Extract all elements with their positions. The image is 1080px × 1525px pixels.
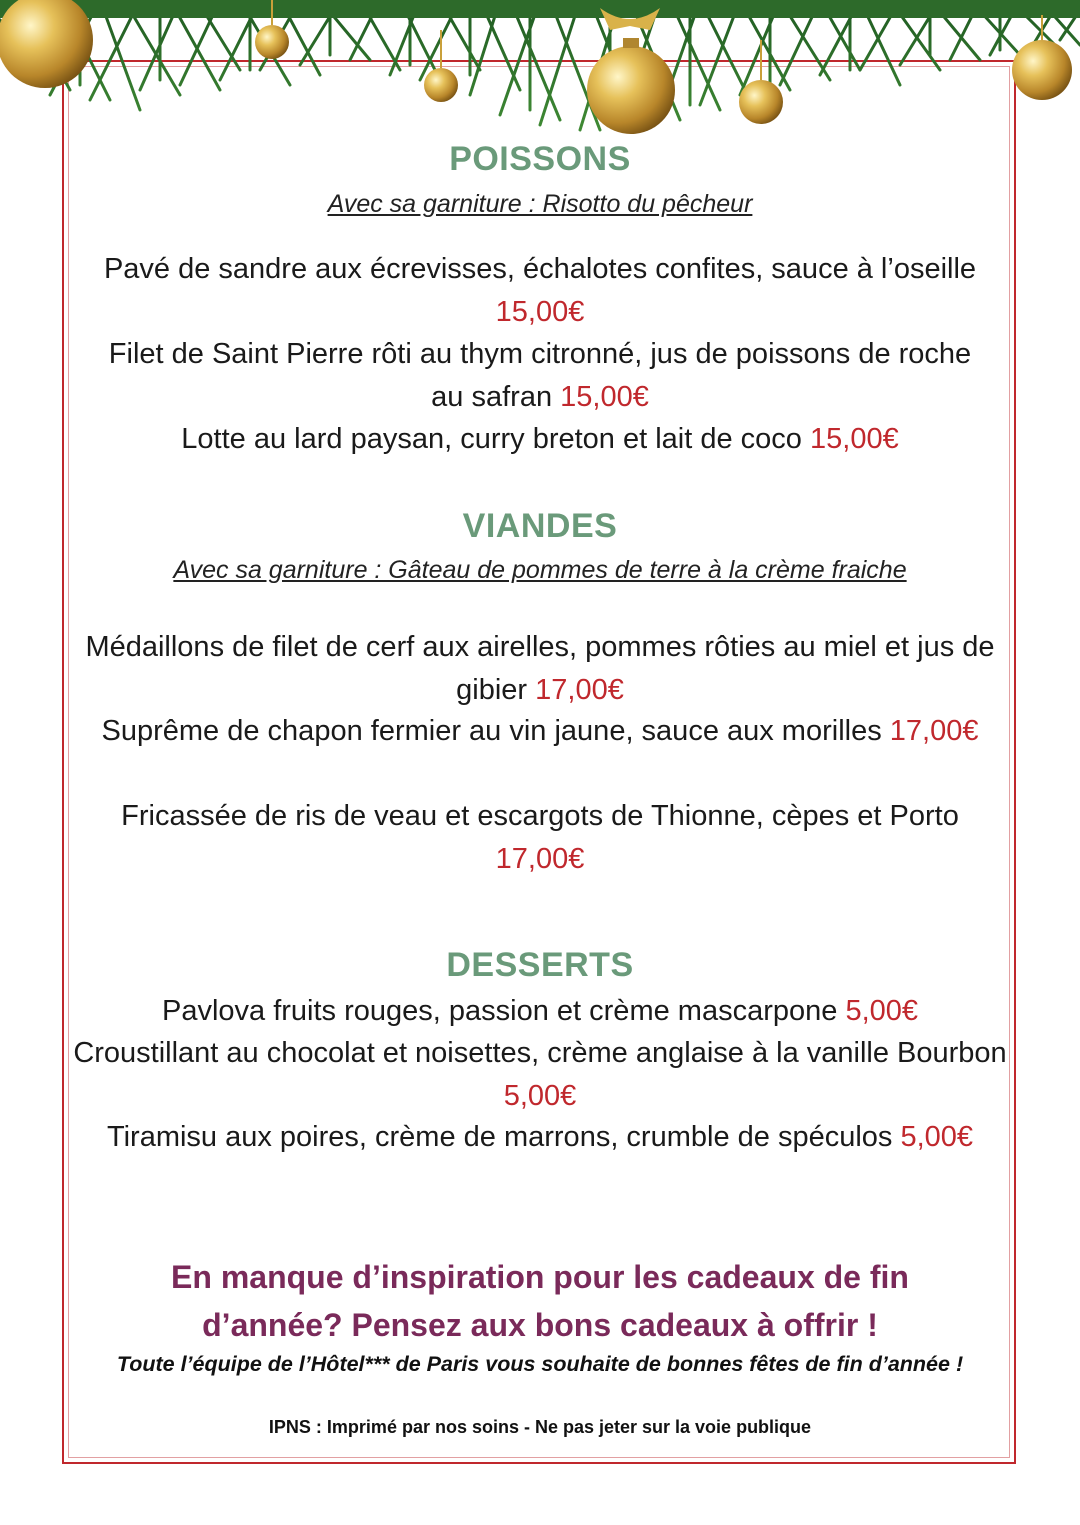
season-greetings: Toute l’équipe de l’Hôtel*** de Paris vous souhaite de bonnes fêtes de fin d’année ! [116,1352,964,1376]
ipns-notice: IPNS : Imprimé par nos soins - Ne pas jeter sur la voie publique [268,1417,812,1437]
garniture-poissons: Avec sa garniture : Risotto du pêcheur [327,190,753,218]
dish-item [70,990,1010,1033]
dish-price: 5,00€ [503,1079,577,1112]
gift-voucher-promo: En manque d’inspiration pour les cadeaux de fin d’année? Pensez aux bons cadeaux à offrir ! [171,1259,909,1343]
section-title-desserts: DESSERTS [446,946,634,984]
dish-price: 17,00€ [535,673,624,706]
section-title-poissons: POISSONS [449,140,631,178]
dish-text: Pavlova fruits rouges, passion et crème mascarpone [161,995,838,1027]
dish-text: Fricassée de ris de veau et escargots de Thionne, cèpes et Porto [121,800,959,832]
dish-item [70,1116,1010,1159]
dish-item [70,626,1010,711]
garniture-viandes: Avec sa garniture : Gâteau de pommes de terre à la crème fraiche [173,556,907,584]
dish-text: Filet de Saint Pierre rôti au thym citronné, jus de poissons de roche au safran [108,338,972,413]
dish-price: 17,00€ [495,842,585,875]
dish-price: 15,00€ [495,295,585,328]
dish-text: Croustillant au chocolat et noisettes, crème anglaise à la vanille Bourbon [73,1037,1007,1069]
dish-item [70,418,1010,461]
dish-item [70,248,1010,333]
dish-text: Suprême de chapon fermier au vin jaune, sauce aux morilles [101,715,882,747]
dish-text: Médaillons de filet de cerf aux airelles, pommes rôties au miel et jus de gibier [85,631,995,706]
dish-price: 15,00€ [810,423,899,455]
dish-price: 17,00€ [889,715,979,747]
dish-text: Tiramisu aux poires, crème de marrons, crumble de spéculos [106,1121,893,1153]
section-title-viandes: VIANDES [462,507,618,545]
dish-item [70,710,1010,753]
pine-garland-decoration [0,0,1080,160]
dish-text: Lotte au lard paysan, curry breton et lait de coco [181,423,802,455]
dish-text: Pavé de sandre aux écrevisses, échalotes confites, sauce à l’oseille [103,253,977,285]
dish-price: 15,00€ [560,380,649,413]
dish-item [70,1032,1010,1117]
dish-price: 5,00€ [900,1121,974,1153]
dish-item [70,795,1010,880]
dish-price: 5,00€ [845,995,919,1027]
dish-item [70,333,1010,418]
